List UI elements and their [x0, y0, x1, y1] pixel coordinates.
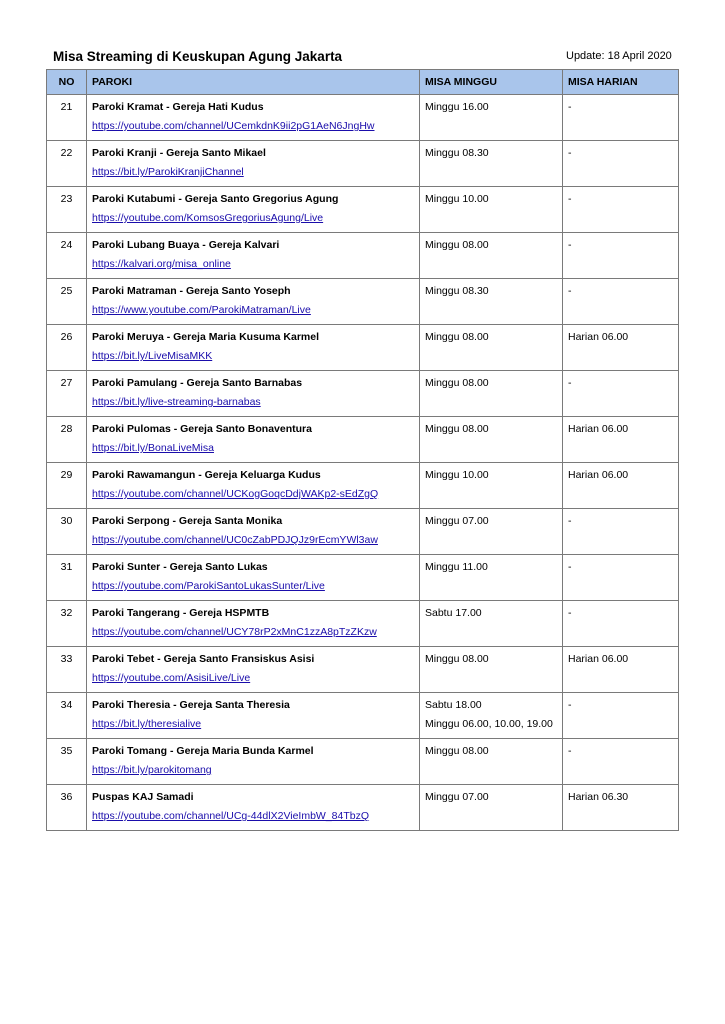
row-number: 34	[47, 693, 87, 739]
misa-minggu-time: Minggu 07.00	[425, 791, 489, 803]
column-header-misa-minggu: MISA MINGGU	[420, 70, 563, 95]
misa-harian-cell: -	[563, 371, 679, 417]
table-row	[47, 187, 679, 233]
table-body	[47, 95, 679, 831]
misa-harian-cell: -	[563, 601, 679, 647]
misa-minggu-cell	[420, 693, 563, 739]
column-header-paroki: PAROKI	[87, 70, 420, 95]
stream-link[interactable]: https://bit.ly/live-streaming-barnabas	[92, 396, 261, 408]
paroki-cell	[87, 785, 420, 831]
paroki-name: Paroki Pamulang - Gereja Santo Barnabas	[92, 377, 303, 389]
column-header-misa-harian: MISA HARIAN	[563, 70, 679, 95]
paroki-cell	[87, 417, 420, 463]
misa-harian-cell: Harian 06.00	[563, 417, 679, 463]
stream-link[interactable]: https://youtube.com/channel/UCY78rP2xMnC1zzA8pTzZKzw	[92, 626, 377, 638]
misa-minggu-cell	[420, 417, 563, 463]
misa-minggu-cell	[420, 233, 563, 279]
misa-minggu-cell	[420, 187, 563, 233]
table-row	[47, 555, 679, 601]
misa-minggu-time: Sabtu 18.00	[425, 699, 482, 711]
stream-link[interactable]: https://bit.ly/LiveMisaMKK	[92, 350, 213, 362]
table-row	[47, 279, 679, 325]
row-number: 32	[47, 601, 87, 647]
row-number: 25	[47, 279, 87, 325]
stream-link[interactable]: https://youtube.com/channel/UCg-44dlX2VieImbW_84TbzQ	[92, 810, 370, 822]
misa-minggu-time: Minggu 08.00	[425, 239, 489, 251]
row-number: 27	[47, 371, 87, 417]
misa-harian-cell: Harian 06.00	[563, 463, 679, 509]
paroki-name: Paroki Meruya - Gereja Maria Kusuma Karmel	[92, 331, 320, 343]
misa-minggu-time: Minggu 16.00	[425, 101, 489, 113]
row-number: 23	[47, 187, 87, 233]
update-date: Update: 18 April 2020	[566, 50, 672, 62]
row-number: 36	[47, 785, 87, 831]
misa-minggu-cell	[420, 325, 563, 371]
row-number: 21	[47, 95, 87, 141]
misa-harian-cell: Harian 06.30	[563, 785, 679, 831]
table-row	[47, 417, 679, 463]
paroki-cell	[87, 463, 420, 509]
misa-minggu-time: Sabtu 17.00	[425, 607, 482, 619]
paroki-name: Paroki Tomang - Gereja Maria Bunda Karmel	[92, 745, 314, 757]
misa-minggu-time: Minggu 10.00	[425, 193, 489, 205]
misa-minggu-time: Minggu 10.00	[425, 469, 489, 481]
paroki-cell	[87, 555, 420, 601]
misa-minggu-cell	[420, 647, 563, 693]
misa-minggu-cell	[420, 601, 563, 647]
row-number: 28	[47, 417, 87, 463]
misa-harian-cell: -	[563, 233, 679, 279]
stream-link[interactable]: https://youtube.com/channel/UC0cZabPDJQJz9rEcmYWl3aw	[92, 534, 378, 546]
paroki-cell	[87, 325, 420, 371]
misa-minggu-cell	[420, 555, 563, 601]
paroki-cell	[87, 601, 420, 647]
table-row	[47, 463, 679, 509]
row-number: 33	[47, 647, 87, 693]
table-row	[47, 141, 679, 187]
misa-minggu-time: Minggu 11.00	[425, 561, 488, 573]
paroki-cell	[87, 187, 420, 233]
misa-harian-cell: -	[563, 509, 679, 555]
stream-link[interactable]: https://kalvari.org/misa_online	[92, 258, 231, 270]
misa-minggu-time: Minggu 06.00, 10.00, 19.00	[425, 718, 553, 730]
misa-minggu-cell	[420, 371, 563, 417]
misa-minggu-time: Minggu 08.30	[425, 147, 489, 159]
misa-harian-cell: -	[563, 95, 679, 141]
row-number: 35	[47, 739, 87, 785]
misa-harian-cell: Harian 06.00	[563, 325, 679, 371]
misa-minggu-time: Minggu 08.00	[425, 377, 489, 389]
paroki-name: Paroki Kramat - Gereja Hati Kudus	[92, 101, 264, 113]
misa-minggu-cell	[420, 509, 563, 555]
misa-harian-cell: Harian 06.00	[563, 647, 679, 693]
misa-harian-cell: -	[563, 555, 679, 601]
table-row	[47, 371, 679, 417]
misa-minggu-cell	[420, 95, 563, 141]
stream-link[interactable]: https://bit.ly/ParokiKranjiChannel	[92, 166, 244, 178]
paroki-name: Paroki Matraman - Gereja Santo Yoseph	[92, 285, 291, 297]
paroki-name: Paroki Sunter - Gereja Santo Lukas	[92, 561, 268, 573]
row-number: 22	[47, 141, 87, 187]
row-number: 24	[47, 233, 87, 279]
column-header-no: NO	[47, 70, 87, 95]
table-row	[47, 739, 679, 785]
table-row	[47, 233, 679, 279]
paroki-name: Puspas KAJ Samadi	[92, 791, 194, 803]
misa-minggu-cell	[420, 463, 563, 509]
misa-minggu-cell	[420, 141, 563, 187]
misa-minggu-time: Minggu 08.00	[425, 653, 489, 665]
paroki-cell	[87, 647, 420, 693]
paroki-cell	[87, 693, 420, 739]
stream-link[interactable]: https://youtube.com/KomsosGregoriusAgung/Live	[92, 212, 324, 224]
table-row	[47, 785, 679, 831]
paroki-cell	[87, 233, 420, 279]
paroki-cell	[87, 95, 420, 141]
stream-link[interactable]: https://youtube.com/AsisiLive/Live	[92, 672, 251, 684]
paroki-cell	[87, 509, 420, 555]
stream-link[interactable]: https://bit.ly/parokitomang	[92, 764, 212, 776]
misa-minggu-cell	[420, 785, 563, 831]
paroki-name: Paroki Lubang Buaya - Gereja Kalvari	[92, 239, 280, 251]
table-header-row	[47, 70, 679, 95]
page-title: Misa Streaming di Keuskupan Agung Jakarta	[53, 49, 343, 64]
misa-minggu-cell	[420, 279, 563, 325]
misa-minggu-cell	[420, 739, 563, 785]
row-number: 31	[47, 555, 87, 601]
stream-link[interactable]: https://youtube.com/channel/UCKogGoqcDdjWAKp2-sEdZgQ	[92, 488, 379, 500]
paroki-name: Paroki Kutabumi - Gereja Santo Gregorius Agung	[92, 193, 339, 205]
paroki-name: Paroki Pulomas - Gereja Santo Bonaventura	[92, 423, 312, 435]
row-number: 29	[47, 463, 87, 509]
misa-minggu-time: Minggu 08.30	[425, 285, 489, 297]
misa-harian-cell: -	[563, 693, 679, 739]
table-row	[47, 647, 679, 693]
table-row	[47, 601, 679, 647]
misa-harian-cell: -	[563, 279, 679, 325]
misa-harian-cell: -	[563, 739, 679, 785]
paroki-name: Paroki Serpong - Gereja Santa Monika	[92, 515, 283, 527]
table-row	[47, 509, 679, 555]
table-row	[47, 95, 679, 141]
paroki-cell	[87, 279, 420, 325]
row-number: 26	[47, 325, 87, 371]
misa-minggu-time: Minggu 07.00	[425, 515, 489, 527]
paroki-name: Paroki Rawamangun - Gereja Keluarga Kudus	[92, 469, 321, 481]
paroki-name: Paroki Theresia - Gereja Santa Theresia	[92, 699, 290, 711]
paroki-name: Paroki Tangerang - Gereja HSPMTB	[92, 607, 270, 619]
schedule-table	[46, 69, 679, 831]
stream-link[interactable]: https://youtube.com/ParokiSantoLukasSunter/Live	[92, 580, 325, 592]
paroki-cell	[87, 141, 420, 187]
stream-link[interactable]: https://bit.ly/BonaLiveMisa	[92, 442, 214, 454]
table-row	[47, 325, 679, 371]
stream-link[interactable]: https://www.youtube.com/ParokiMatraman/Live	[92, 304, 311, 316]
table-row	[47, 693, 679, 739]
stream-link[interactable]: https://youtube.com/channel/UCemkdnK9ii2pG1AeN6JngHw	[92, 120, 375, 132]
paroki-cell	[87, 739, 420, 785]
paroki-name: Paroki Tebet - Gereja Santo Fransiskus Asisi	[92, 653, 315, 665]
misa-harian-cell: -	[563, 141, 679, 187]
stream-link[interactable]: https://bit.ly/theresialive	[92, 718, 202, 730]
row-number: 30	[47, 509, 87, 555]
misa-minggu-time: Minggu 08.00	[425, 331, 489, 343]
paroki-name: Paroki Kranji - Gereja Santo Mikael	[92, 147, 266, 159]
misa-harian-cell: -	[563, 187, 679, 233]
misa-minggu-time: Minggu 08.00	[425, 423, 489, 435]
paroki-cell	[87, 371, 420, 417]
misa-minggu-time: Minggu 08.00	[425, 745, 489, 757]
